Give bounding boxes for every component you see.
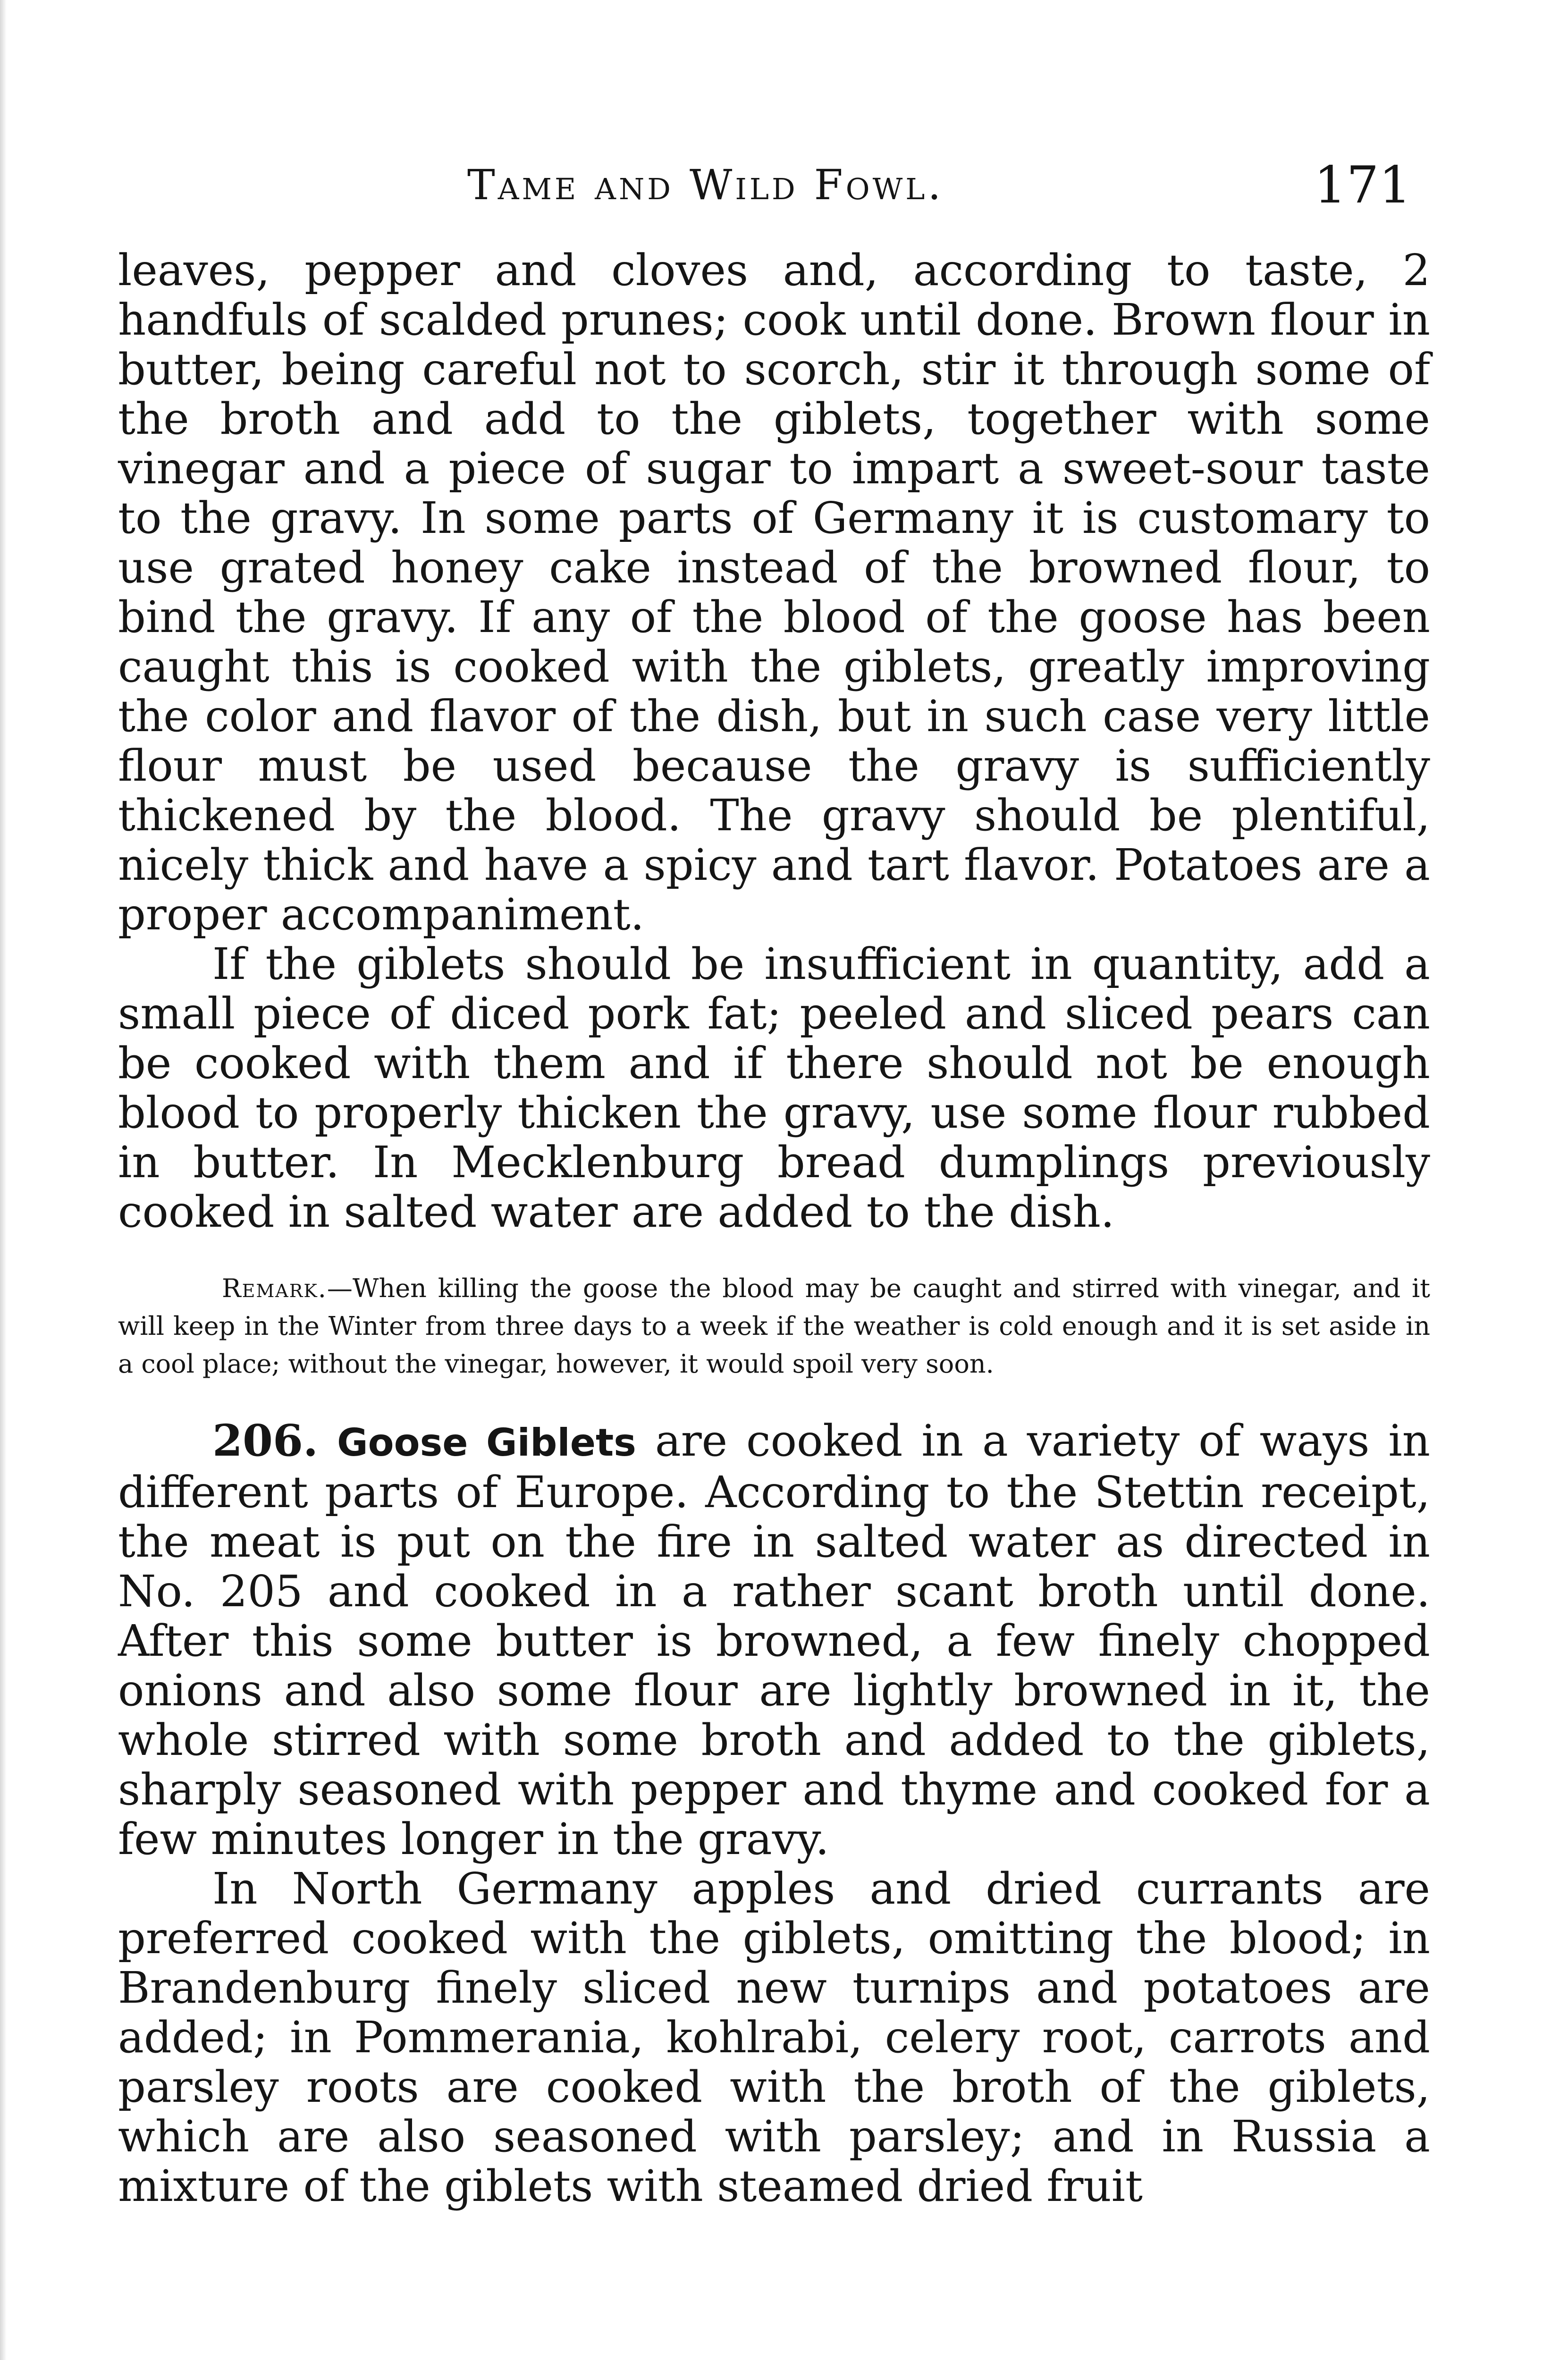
page-header — [118, 156, 1430, 217]
paragraph-giblets-insufficient: If the giblets should be insufficient in quantity, add a small piece of diced pork fat; peeled and sliced pears can be cooked with them and if there should not be enough blood to properly thicken the gravy, use some flour rubbed in butter. In Mecklenburg bread dumplings previously cooked in salted water are added to the dish. — [118, 939, 1430, 1237]
entry-heading: Goose Giblets — [337, 1421, 636, 1465]
remark-label: Remark. — [222, 1273, 327, 1303]
remark-note — [118, 1270, 1430, 1383]
entry-number: 206. — [212, 1415, 319, 1466]
entry-206 — [118, 1416, 1430, 1864]
paragraph-north-germany: In North Germany apples and dried currants are preferred cooked with the giblets, omitting the blood; in Brandenburg finely sliced new turnips and potatoes are added; in Pommerania, kohlrabi, celery root, carrots and parsley roots are cooked with the broth of the giblets, which are also seasoned with parsley; and in Russia a mixture of the giblets with steamed dried fruit — [118, 1863, 1430, 2211]
running-title: Tame and Wild Fowl. — [467, 160, 944, 209]
page-number: 171 — [1314, 156, 1411, 215]
paragraph-continued: leaves, pepper and cloves and, according to taste, 2 handfuls of scalded prunes; cook until done. Brown flour in butter, being careful not to scorch, stir it through some of the broth and add to the giblets, together with some vinegar and a piece of sugar to impart a sweet-sour taste to the gravy. In some parts of Germany it is customary to use grated honey cake instead of the browned flour, to bind the gravy. If any of the blood of the goose has been caught this is cooked with the giblets, greatly improving the color and flavor of the dish, but in such case very little flour must be used because the gravy is sufficiently thickened by the blood. The gravy should be plentiful, nicely thick and have a spicy and tart flavor. Potatoes are a proper accompaniment. — [118, 245, 1430, 940]
entry-text: are cooked in a variety of ways in different parts of Europe. According to the Stettin receipt, the meat is put on the fire in salted water as directed in No. 205 and cooked in a rather scant broth until done. After this some butter is browned, a few finely chopped onions and also some flour are lightly browned in it, the whole stirred with some broth and added to the giblets, sharply seasoned with pepper and thyme and cooked for a few minutes longer in the gravy. — [118, 1416, 1431, 1864]
page-body — [118, 245, 1430, 2211]
remark-text: —When killing the goose the blood may be caught and stirred with vinegar, and it will keep in the Winter from three days to a week if the weather is cold enough and it is set aside in a cool place; without the vinegar, however, it would spoil very soon. — [118, 1273, 1430, 1379]
page-edge-shadow — [0, 0, 7, 2360]
